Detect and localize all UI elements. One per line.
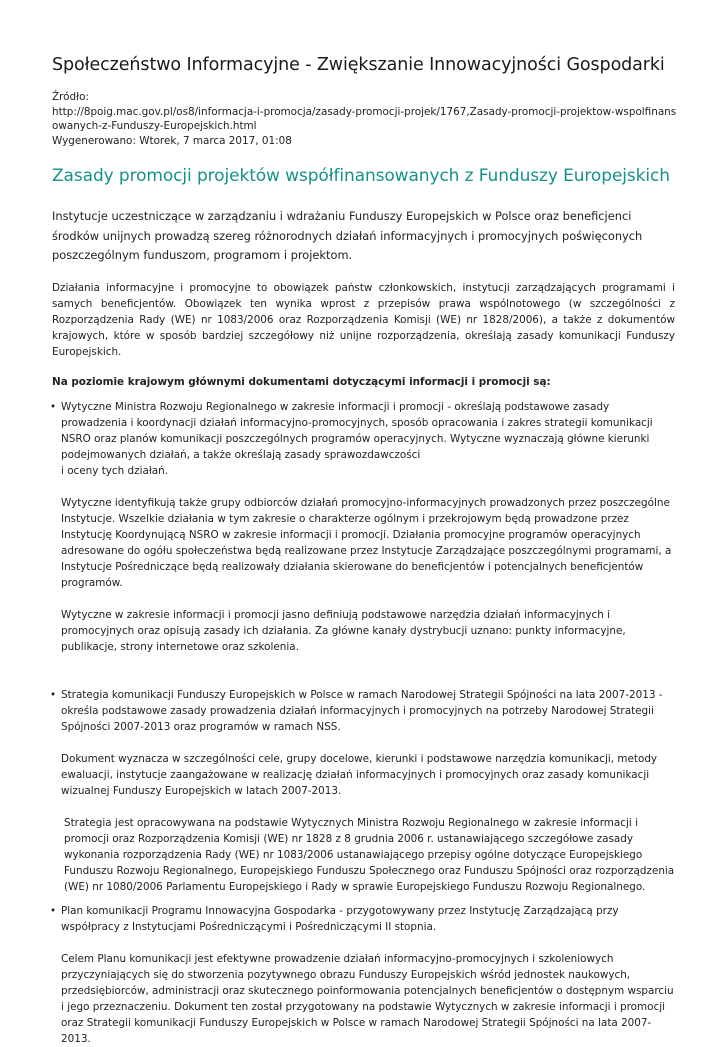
site-title: Społeczeństwo Informacyjne - Zwiększanie Innowacyjności Gospodarki: [52, 55, 665, 75]
list-item-guidelines: [52, 399, 675, 687]
guidelines-paragraph-1: Wytyczne Ministra Rozwoju Regionalnego w zakresie informacji i promocji - określają podstawowe zasady prowadzenia i koordynacji działań informacyjno-promocyjnych, sposób opracowania i zakres strategii komunikacji NSRO oraz planów komunikacji poszczególnych programów operacyjnych. Wytyczne wyznaczają główne kierunki podejmowanych działań, a także określają zasady sprawozdawczości: [61, 400, 653, 461]
bullet-icon: •: [50, 688, 57, 701]
list-item-strategy: [52, 687, 675, 903]
article-title: Zasady promocji projektów współfinansowanych z Funduszy Europejskich: [52, 166, 670, 186]
strategy-paragraph-2: Dokument wyznacza w szczególności cele, grupy docelowe, kierunki i podstawowe narzędzia komunikacji, metody ewaluacji, instytucje zaangażowane w realizację działań informacyjnych i promocyjnych oraz zasady komunikacji wizualnej Funduszy Europejskich w latach 2007-2013.: [61, 752, 658, 797]
generated-date: Wygenerowano: Wtorek, 7 marca 2017, 01:08: [52, 134, 292, 147]
list-item-communication-plan: [52, 903, 675, 1047]
strategy-paragraph-1: Strategia komunikacji Funduszy Europejskich w Polsce w ramach Narodowej Strategii Spójności na lata 2007-2013 - określa podstawowe zasady prowadzenia działań informacyjnych i promocyjnych na potrzeby Narodowej Strategii Spójności 2007-2013 oraz programów w ramach NSS.: [61, 688, 663, 733]
guidelines-paragraph-2: Wytyczne identyfikują także grupy odbiorców działań promocyjno-informacyjnych prowadzonych przez poszczególne Instytucje. Wszelkie działania w tym zakresie o charakterze ogólnym i przekrojowym będą prowadzone przez Instytucję Koordynującą NSRO w zakresie informacji i promocji. Działania promocyjne programów operacyjnych adresowane do ogółu społeczeństwa będą realizowane przez Instytucje Zarządzające poszczególnymi programami, a Instytucje Pośredniczące będą realizowały działania skierowane do beneficjentów i potencjalnych beneficjentów programów.: [61, 496, 672, 589]
lead-paragraph: Instytucje uczestniczące w zarządzaniu i wdrażaniu Funduszy Europejskich w Polsce oraz beneficjenci środków unijnych prowadzą szereg różnorodnych działań informacyjnych i promocyjnych poświęconych poszczególnym funduszom, programom i projektom.: [52, 209, 643, 262]
source-label: Źródło:: [52, 91, 89, 103]
documents-heading: Na poziomie krajowym głównymi dokumentami dotyczącymi informacji i promocji są:: [52, 375, 551, 388]
source-url[interactable]: http://8poig.mac.gov.pl/os8/informacja-i-promocja/zasady-promocji-projek/1767,Zasady-promocji-projektow-wspolfinansowanych-z-Funduszy-Europejskich.html: [52, 105, 677, 132]
documents-list: [52, 399, 675, 1047]
guidelines-paragraph-1b: i oceny tych działań.: [61, 464, 169, 477]
intro-paragraph: Działania informacyjne i promocyjne to obowiązek państw członkowskich, instytucji zarządzających programami i samych beneficjentów. Obowiązek ten wynika wprost z przepisów prawa wspólnotowego (w szczególności z Rozporządzenia Rady (WE) nr 1083/2006 oraz Rozporządzenia Komisji (WE) nr 1828/2006), a także z dokumentów krajowych, które w sposób bardziej szczegółowy niż unijne rozporządzenia, określają zasady komunikacji Funduszy Europejskich.: [52, 281, 675, 358]
guidelines-paragraph-3: Wytyczne w zakresie informacji i promocji jasno definiują podstawowe narzędzia działań informacyjnych i promocyjnych oraz opisują zasady ich działania. Za główne kanały dystrybucji uznano: punkty informacyjne, publikacje, strony internetowe oraz szkolenia.: [61, 608, 626, 653]
plan-paragraph-2: Celem Planu komunikacji jest efektywne prowadzenie działań informacyjno-promocyjnych i szkoleniowych przyczyniających się do stworzenia pozytywnego obrazu Funduszy Europejskich wśród jednostek naukowych, przedsiębiorców, administracji oraz skutecznego poinformowania potencjalnych beneficjentów o dostępnym wsparciu i jego przeznaczeniu. Dokument ten został przygotowany na podstawie Wytycznych w zakresie informacji i promocji oraz Strategii komunikacji Funduszy Europejskich w Polsce w ramach Narodowej Strategii Spójności na lata 2007-2013.: [61, 952, 674, 1045]
bullet-icon: •: [50, 904, 57, 917]
strategy-paragraph-3: Strategia jest opracowywana na podstawie Wytycznych Ministra Rozwoju Regionalnego w zakresie informacji i promocji oraz Rozporządzenia Komisji (WE) nr 1828 z 8 grudnia 2006 r. ustanawiającego szczegółowe zasady wykonania rozporządzenia Rady (WE) nr 1083/2006 ustanawiającego przepisy ogólne dotyczące Europejskiego Funduszu Rozwoju Regionalnego, Europejskiego Funduszu Społecznego oraz Funduszu Spójności oraz rozporządzenia (WE) nr 1080/2006 Parlamentu Europejskiego i Rady w sprawie Europejskiego Funduszu Rozwoju Regionalnego.: [64, 816, 675, 893]
plan-paragraph-1: Plan komunikacji Programu Innowacyjna Gospodarka - przygotowywany przez Instytucję Zarządzającą przy współpracy z Instytucjami Pośredniczącymi i Pośredniczącymi II stopnia.: [61, 904, 619, 933]
bullet-icon: •: [50, 400, 57, 413]
source-meta: [52, 90, 675, 148]
